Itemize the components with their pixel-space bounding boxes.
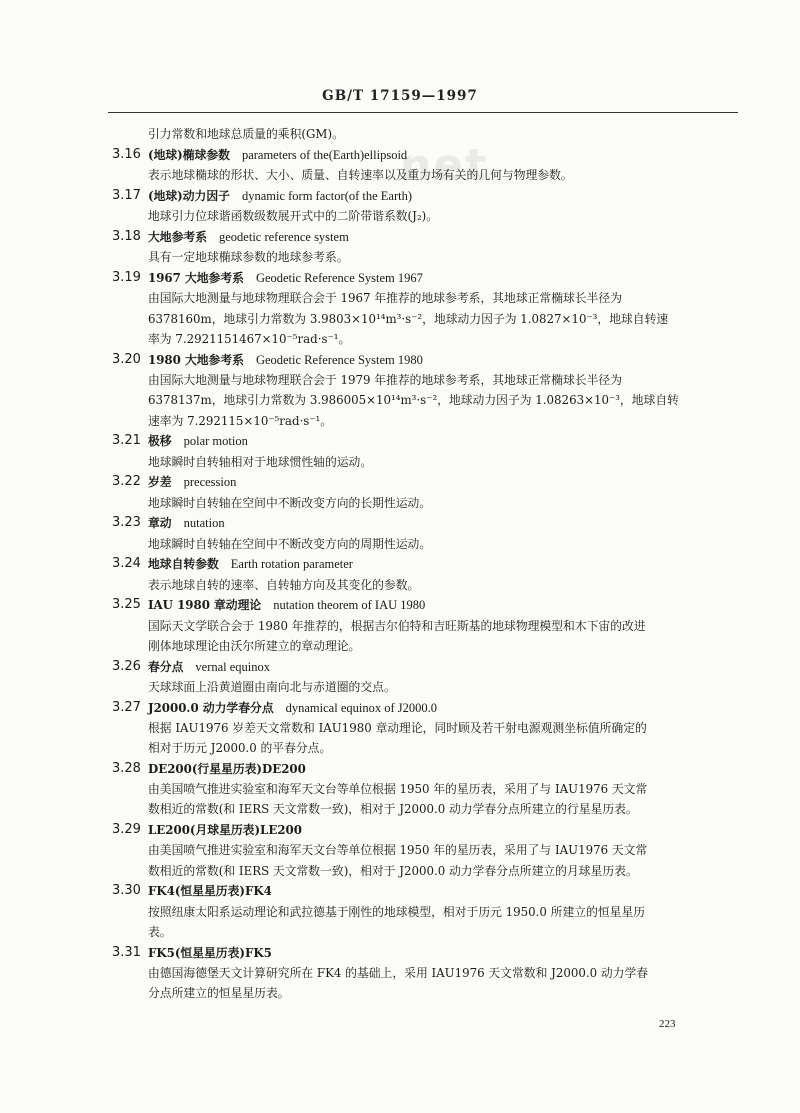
term-chinese: IAU 1980 章动理论: [148, 598, 262, 613]
definition-line: 数相近的常数(和 IERS 天文常数一致)，相对于 J2000.0 动力学春分点所建立的月球星历表。: [148, 863, 638, 878]
entry-term: [148, 513, 225, 533]
page-number: 223: [659, 1018, 676, 1030]
header-rule: [108, 112, 738, 113]
term-chinese: 岁差: [148, 475, 172, 490]
entry-number: 3.31: [112, 944, 141, 960]
watermark: net: [400, 140, 489, 191]
term-english: precession: [183, 475, 237, 490]
entry-number: 3.29: [112, 822, 141, 838]
definition-line: 6378137m，地球引力常数为 3.986005×10¹⁴m³·s⁻²，地球动力因子为 1.08263×10⁻³，地球自转: [148, 393, 679, 408]
entry-term: [148, 554, 353, 574]
term-english: dynamical equinox of J2000.0: [285, 700, 437, 715]
entry-term: [148, 657, 270, 677]
entry-term: [148, 595, 425, 615]
definition-line: 速率为 7.292115×10⁻⁵rad·s⁻¹。: [148, 413, 333, 428]
definition-line: 由美国喷气推进实验室和海军天文台等单位根据 1950 年的星历表，采用了与 IAU1976 天文常: [148, 782, 648, 797]
definition-line: 国际天文学联合会于 1980 年推荐的，根据吉尔伯特和吉旺斯基的地球物理模型和木下宙的改进: [148, 618, 646, 633]
definition-line: 刚体地球理论由沃尔所建立的章动理论。: [148, 638, 361, 653]
term-english: Earth rotation parameter: [230, 557, 353, 572]
definition-line: 地球引力位球谐函数级数展开式中的二阶带谐系数(J₂)。: [148, 209, 438, 224]
definition-line: 分点所建立的恒星星历表。: [148, 986, 290, 1001]
definition-line: 由德国海德堡天文计算研究所在 FK4 的基础上，采用 IAU1976 天文常数和 J2000.0 动力学春: [148, 966, 649, 980]
document-header: GB/T 17159—1997: [322, 88, 478, 104]
definition-line: 表示地球自转的速率、自转轴方向及其变化的参数。: [148, 577, 420, 592]
term-chinese: FK5(恒星星历表)FK5: [148, 945, 272, 960]
entry-term: [148, 698, 437, 718]
term-english: dynamic form factor(of the Earth): [241, 189, 413, 203]
term-chinese: DE200(行星星历表)DE200: [148, 761, 306, 776]
definition-line: 由美国喷气推进实验室和海军天文台等单位根据 1950 年的星历表，采用了与 IAU1976 天文常: [148, 843, 648, 858]
term-chinese: (地球)动力因子: [148, 189, 230, 203]
definition-line: 率为 7.2921151467×10⁻⁵rad·s⁻¹。: [148, 331, 351, 346]
entry-term: [148, 820, 302, 840]
entry-number: 3.16: [112, 147, 141, 162]
term-english: nutation: [183, 516, 225, 531]
term-chinese: 地球自转参数: [148, 557, 219, 572]
entry-number: 3.18: [112, 229, 141, 244]
definition-line: 6378160m，地球引力常数为 3.9803×10¹⁴m³·s⁻²，地球动力因子为 1.0827×10⁻³，地球自转速: [148, 311, 669, 326]
lead-line: 引力常数和地球总质量的乘积(GM)。: [148, 127, 344, 141]
term-chinese: 极移: [148, 434, 172, 449]
term-chinese: 1980 大地参考系: [148, 352, 244, 367]
entry-term: [148, 759, 306, 779]
definition-line: 由国际大地测量与地球物理联合会于 1979 年推荐的地球参考系，其地球正常椭球长半径为: [148, 372, 623, 387]
definition-line: 地球瞬时自转轴相对于地球惯性轴的运动。: [148, 454, 373, 469]
definition-line: 按照纽康太阳系运动理论和武拉德基于刚性的地球模型，相对于历元 1950.0 所建立的恒星星历: [148, 904, 646, 919]
entry-number: 3.25: [112, 597, 141, 613]
entry-term: [148, 881, 272, 901]
term-english: vernal equinox: [195, 659, 271, 674]
definition-line: 地球瞬时自转轴在空间中不断改变方向的周期性运动。: [148, 536, 432, 551]
entry-number: 3.17: [112, 188, 141, 203]
entry-number: 3.30: [112, 883, 141, 899]
entry-term: [148, 268, 423, 288]
definition-line: 根据 IAU1976 岁差天文常数和 IAU1980 章动理论，同时顾及若干射电源观测坐标值所确定的: [148, 720, 647, 735]
definition-line: 具有一定地球椭球参数的地球参考系。: [148, 250, 349, 265]
definition-line: 由国际大地测量与地球物理联合会于 1967 年推荐的地球参考系，其地球正常椭球长半径为: [148, 291, 623, 306]
entry-number: 3.22: [112, 474, 141, 490]
term-chinese: LE200(月球星历表)LE200: [148, 823, 302, 838]
entry-term: [148, 431, 248, 451]
definition-line: 相对于历元 J2000.0 的平春分点。: [148, 741, 332, 756]
term-chinese: J2000.0 动力学春分点: [148, 700, 274, 715]
term-chinese: (地球)椭球参数: [148, 148, 230, 162]
definition-line: 地球瞬时自转轴在空间中不断改变方向的长期性运动。: [148, 495, 432, 510]
term-chinese: 大地参考系: [148, 230, 207, 244]
term-chinese: 春分点: [148, 659, 184, 674]
definition-line: 表。: [148, 925, 172, 939]
term-english: Geodetic Reference System 1967: [255, 271, 423, 285]
entry-number: 3.26: [112, 658, 141, 674]
entry-number: 3.24: [112, 556, 141, 572]
term-english: polar motion: [183, 434, 248, 449]
term-english: Geodetic Reference System 1980: [255, 352, 423, 367]
term-english: nutation theorem of IAU 1980: [273, 598, 426, 613]
entry-term: [148, 943, 272, 963]
term-chinese: FK4(恒星星历表)FK4: [148, 884, 272, 899]
entry-term: [148, 186, 412, 206]
entry-number: 3.23: [112, 515, 141, 531]
definition-line: 数相近的常数(和 IERS 天文常数一致)，相对于 J2000.0 动力学春分点所建立的行星星历表。: [148, 802, 638, 817]
entry-number: 3.27: [112, 699, 141, 715]
definition-line: 天球球面上沿黄道圈由南向北与赤道圈的交点。: [148, 679, 396, 694]
term-english: parameters of the(Earth)ellipsoid: [241, 148, 408, 162]
entry-term: [148, 350, 423, 370]
entry-term: [148, 227, 349, 247]
term-chinese: 1967 大地参考系: [148, 271, 244, 285]
term-english: geodetic reference system: [219, 230, 349, 244]
entry-number: 3.28: [112, 760, 141, 776]
definition-line: 表示地球椭球的形状、大小、质量、自转速率以及重力场有关的几何与物理参数。: [148, 168, 573, 183]
entry-number: 3.20: [112, 351, 141, 367]
entry-term: [148, 472, 236, 492]
entry-number: 3.21: [112, 433, 141, 449]
term-chinese: 章动: [148, 516, 172, 531]
entry-term: [148, 145, 407, 165]
entry-number: 3.19: [112, 270, 141, 285]
